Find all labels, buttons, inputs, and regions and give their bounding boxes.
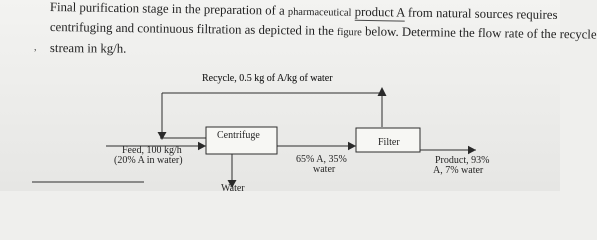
problem-text-segment: Final purification stage in the preparation of a (49, 0, 289, 18)
water-label: Water (221, 183, 245, 194)
problem-word-product-a: product A (354, 4, 405, 20)
intermediate-arrowhead (348, 142, 356, 150)
feed-arrowhead (198, 142, 206, 150)
product-label-line-1: Product, 93% (435, 155, 490, 166)
problem-text-segment: centrifuging and continuous filtration as depicted in the (49, 20, 338, 39)
problem-word-figure: figure (336, 27, 362, 39)
feed-label-line-1: Feed, 100 kg/h (122, 145, 182, 156)
filter-label: Filter (378, 137, 400, 148)
bullet-mark: , (34, 42, 37, 53)
recycle-return-arrowhead (158, 132, 167, 140)
intermediate-label-line-1: 65% A, 35% (296, 154, 347, 165)
centrifuge-label: Centrifuge (217, 130, 260, 141)
product-arrowhead (468, 146, 476, 154)
problem-word-pharmaceutical: pharmaceutical (287, 6, 352, 19)
recycle-label: Recycle, 0.5 kg of A/kg of water (202, 73, 333, 84)
intermediate-label-line-2: water (313, 164, 336, 175)
problem-text-segment: from natural sources requires (407, 5, 558, 22)
feed-label-line-2: (20% A in water) (114, 155, 183, 166)
problem-text-segment: stream in kg/h. (49, 41, 127, 56)
recycle-arrowhead (378, 87, 387, 96)
problem-text-segment: below. Determine the flow rate of the recycle (364, 24, 597, 42)
product-label-line-2: A, 7% water (433, 165, 484, 176)
